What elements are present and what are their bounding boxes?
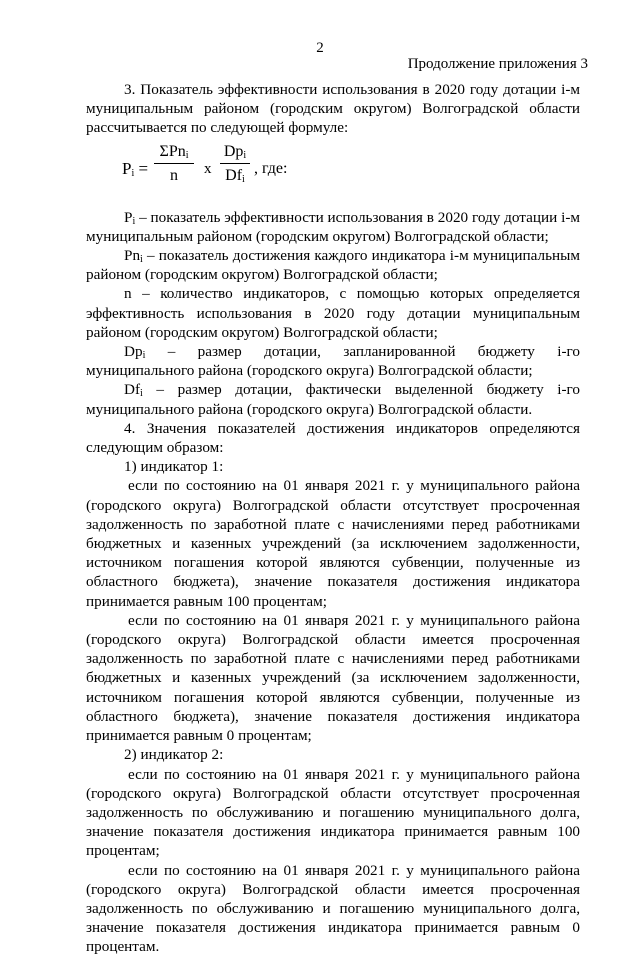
indicator-1-case-2: если по состоянию на 01 января 2021 г. у муниципального района (городского округа) Волгоградской области имеется просроченная задолженность по заработной плате с начислениями перед работниками бюджетных и казенных учреждений (за исключением задолженности, источником погашения которой являются субвенции, полученные из областного бюджета), значение показателя достижения индикатора принимается равным 0 процентам; — [86, 611, 580, 745]
efficiency-formula — [86, 142, 580, 198]
indicator-1-title: 1) индикатор 1: — [124, 458, 224, 476]
formula-fraction-2 — [220, 142, 250, 185]
page-number: 2 — [316, 40, 324, 56]
indicator-2-title: 2) индикатор 2: — [124, 746, 224, 764]
intro-paragraph: 3. Показатель эффективности использования в 2020 году дотации i-м муниципальным районом (городским округом) Волгоградской области рассчитывается по следующей формуле: — [86, 81, 580, 137]
formula-denominator-2: $Df_i$ — [225, 166, 245, 185]
definition-df: $Df_i$ – размер дотации, фактически выделенной бюджету i-го муниципального района (городского округа) Волгоградской области. — [86, 381, 580, 418]
indicator-1-case-1: если по состоянию на 01 января 2021 г. у муниципального района (городского округа) Волгоградской области отсутствует просроченная задолженность по заработной плате с начислениями перед работниками бюджетных и казенных учреждений (за исключением задолженности, источником погашения которой являются субвенции, полученные из областного бюджета), значение показателя достижения индикатора принимается равным 100 процентам; — [86, 477, 580, 610]
indicator-2-case-2: если по состоянию на 01 января 2021 г. у муниципального района (городского округа) Волгоградской области имеется просроченная задолженность по обслуживанию и погашению муниципального долга, значение показателя достижения индикатора принимается равным 0 процентам. — [86, 861, 580, 956]
document-body — [86, 80, 580, 957]
formula-denominator-1: n — [170, 166, 178, 184]
appendix-continuation-label: Продолжение приложения 3 — [407, 56, 588, 72]
indicator-2-case-1: если по состоянию на 01 января 2021 г. у муниципального района (городского округа) Волгоградской области отсутствует просроченная задолженность по обслуживанию и погашению муниципального долга, значение показателя достижения индикатора принимается равным 100 процентам; — [86, 765, 580, 860]
definition-n: n – количество индикаторов, с помощью которых определяется эффективность использования в 2020 году дотации муниципальным районом (городским округом) Волгоградской области; — [86, 285, 580, 341]
formula-numerator-2: $Dp_i$ — [220, 142, 250, 164]
definition-dp: $Dp_i$ – размер дотации, запланированной бюджету i-го муниципального района (городского округа) Волгоградской области; — [86, 343, 580, 380]
definition-pn: $Pn_i$ – показатель достижения каждого индикатора i-м муниципальным районом (городским округом) Волгоградской области; — [86, 247, 580, 284]
formula-lhs: $P_i$ = — [122, 158, 149, 179]
definition-p: $P_i$ – показатель эффективности использования в 2020 году дотации i-м муниципальным районом (городским округом) Волгоградской области; — [86, 208, 580, 245]
formula-fraction-1 — [154, 142, 194, 185]
section-4-heading: 4. Значения показателей достижения индикаторов определяются следующим образом: — [86, 419, 580, 457]
formula-multiply-sign: x — [204, 160, 212, 177]
formula-numerator-1: ΣPn$_i$ — [154, 142, 194, 164]
formula-suffix: , где: — [254, 159, 288, 177]
